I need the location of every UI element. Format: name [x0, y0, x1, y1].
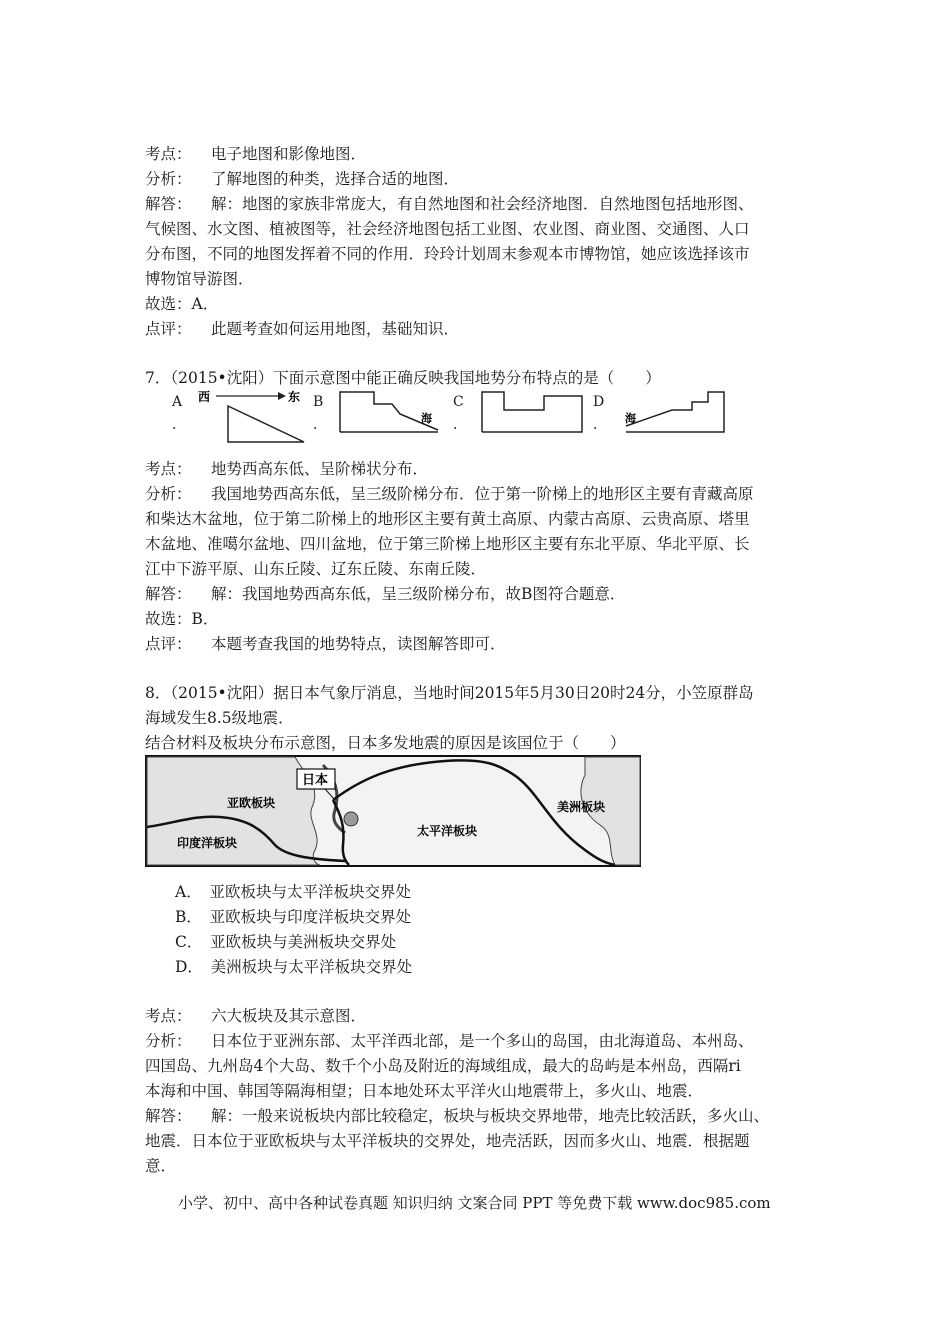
map-india-label: 印度洋板块 [177, 836, 238, 850]
map-america-label: 美洲板块 [557, 800, 606, 814]
q8-option-d: D． 美洲板块与太平洋板块交界处 [175, 958, 413, 976]
q8-jieda: 解答： 解：一般来说板块内部比较稳定，板块与板块交界地带，地壳比较活跃，多火山、 [145, 1107, 770, 1125]
q6-guxuan: 故选：A． [145, 295, 219, 313]
q7-option-d-letter: D [593, 394, 605, 410]
map-pacific-label: 太平洋板块 [417, 824, 478, 838]
map-eurasia-label: 亚欧板块 [227, 796, 276, 810]
q6-jieda-line: 分布图，不同的地图发挥着不同的作用．玲玲计划周末参观本市博物馆，她应该选择该市 [145, 245, 750, 263]
q7-option-a-letter: A [172, 394, 183, 410]
q7-stem: 7．（2015•沈阳）下面示意图中能正确反映我国地势分布特点的是（ ） [145, 369, 661, 387]
q8-fenxi-line: 四国岛、九州岛4个大岛、数千个小岛及附近的海域组成，最大的岛屿是本州岛，西隔ri [145, 1057, 741, 1075]
fig-a-triangle [228, 406, 304, 442]
fig-a-arrow-head [278, 392, 286, 400]
q7-option-d-dot: ． [593, 417, 607, 433]
q7-option-b-dot: ． [313, 417, 327, 433]
q7-fenxi-line: 江中下游平原、山东丘陵、辽东丘陵、东南丘陵． [145, 560, 487, 578]
q8-option-b: B． 亚欧板块与印度洋板块交界处 [175, 908, 412, 926]
q8-kaodian: 考点： 六大板块及其示意图． [145, 1007, 367, 1025]
q7-fenxi-line: 木盆地、准噶尔盆地、四川盆地，位于第三阶梯上地形区主要有东北平原、华北平原、长 [145, 535, 750, 553]
q7-figure-d [620, 390, 728, 434]
page-footer: 小学、初中、高中各种试卷真题 知识归纳 文案合同 PPT 等免费下载 www.doc985.com [178, 1194, 771, 1212]
q7-option-a-dot: ． [172, 417, 186, 433]
q8-stem-line: 结合材料及板块分布示意图，日本多发地震的原因是该国位于（ ） [145, 734, 626, 752]
q7-option-c-letter: C [453, 394, 464, 410]
q8-jieda-line: 地震．日本位于亚欧板块与太平洋板块的交界处，地壳活跃，因而多火山、地震．根据题 [145, 1132, 750, 1150]
q7-kaodian: 考点： 地势西高东低、呈阶梯状分布． [145, 460, 429, 478]
map-japan-label: 日本 [302, 773, 329, 788]
q7-fenxi-line: 和柴达木盆地，位于第二阶梯上的地形区主要有黄土高原、内蒙古高原、云贵高原、塔里 [145, 510, 750, 528]
q7-dianping: 点评： 本题考查我国的地势特点，读图解答即可． [145, 635, 506, 653]
q7-figure-a [196, 388, 308, 446]
q8-fenxi: 分析： 日本位于亚洲东部、太平洋西北部，是一个多山的岛国，由北海道岛、本州岛、 [145, 1032, 754, 1050]
q7-jieda: 解答： 解：我国地势西高东低，呈三级阶梯分布，故B图符合题意． [145, 585, 626, 603]
q6-jieda-line: 气候图、水文图、植被图等，社会经济地图包括工业图、农业图、商业图、交通图、人口 [145, 220, 750, 238]
plate-distribution-map [145, 755, 641, 867]
fig-a-east-label: 东 [288, 390, 301, 404]
fig-d-profile [626, 392, 724, 432]
fig-c-profile [482, 392, 582, 432]
map-epicenter-marker [344, 812, 358, 826]
q8-jieda-line: 意． [145, 1157, 177, 1175]
q6-dianping: 点评： 此题考查如何运用地图，基础知识． [145, 320, 460, 338]
q8-fenxi-line: 本海和中国、韩国等隔海相望；日本地处环太平洋火山地震带上，多火山、地震． [145, 1082, 704, 1100]
q6-fenxi: 分析： 了解地图的种类，选择合适的地图． [145, 170, 460, 188]
q6-jieda: 解答： 解：地图的家族非常庞大，有自然地图和社会经济地图．自然地图包括地形图、 [145, 195, 754, 213]
q7-figure-c [480, 390, 584, 434]
q7-option-c-dot: ． [453, 417, 467, 433]
q8-option-a: A． 亚欧板块与太平洋板块交界处 [175, 883, 411, 901]
q7-guxuan: 故选：B． [145, 610, 219, 628]
q7-fenxi: 分析： 我国地势西高东低，呈三级阶梯分布．位于第一阶梯上的地形区主要有青藏高原 [145, 485, 754, 503]
q7-option-b-letter: B [313, 394, 324, 410]
q8-option-c: C． 亚欧板块与美洲板块交界处 [175, 933, 397, 951]
q8-stem-line: 海域发生8.5级地震． [145, 709, 294, 727]
q7-figure-b [338, 390, 442, 434]
fig-d-sea-label: 海 [625, 412, 636, 425]
fig-b-sea-label: 海 [421, 412, 432, 425]
q6-jieda-line: 博物馆导游图． [145, 270, 254, 288]
q8-stem-line: 8．（2015•沈阳）据日本气象厅消息，当地时间2015年5月30日20时24分，小笠原群岛 [145, 684, 754, 702]
q6-kaodian: 考点： 电子地图和影像地图． [145, 145, 367, 163]
fig-a-west-label: 西 [198, 390, 211, 404]
